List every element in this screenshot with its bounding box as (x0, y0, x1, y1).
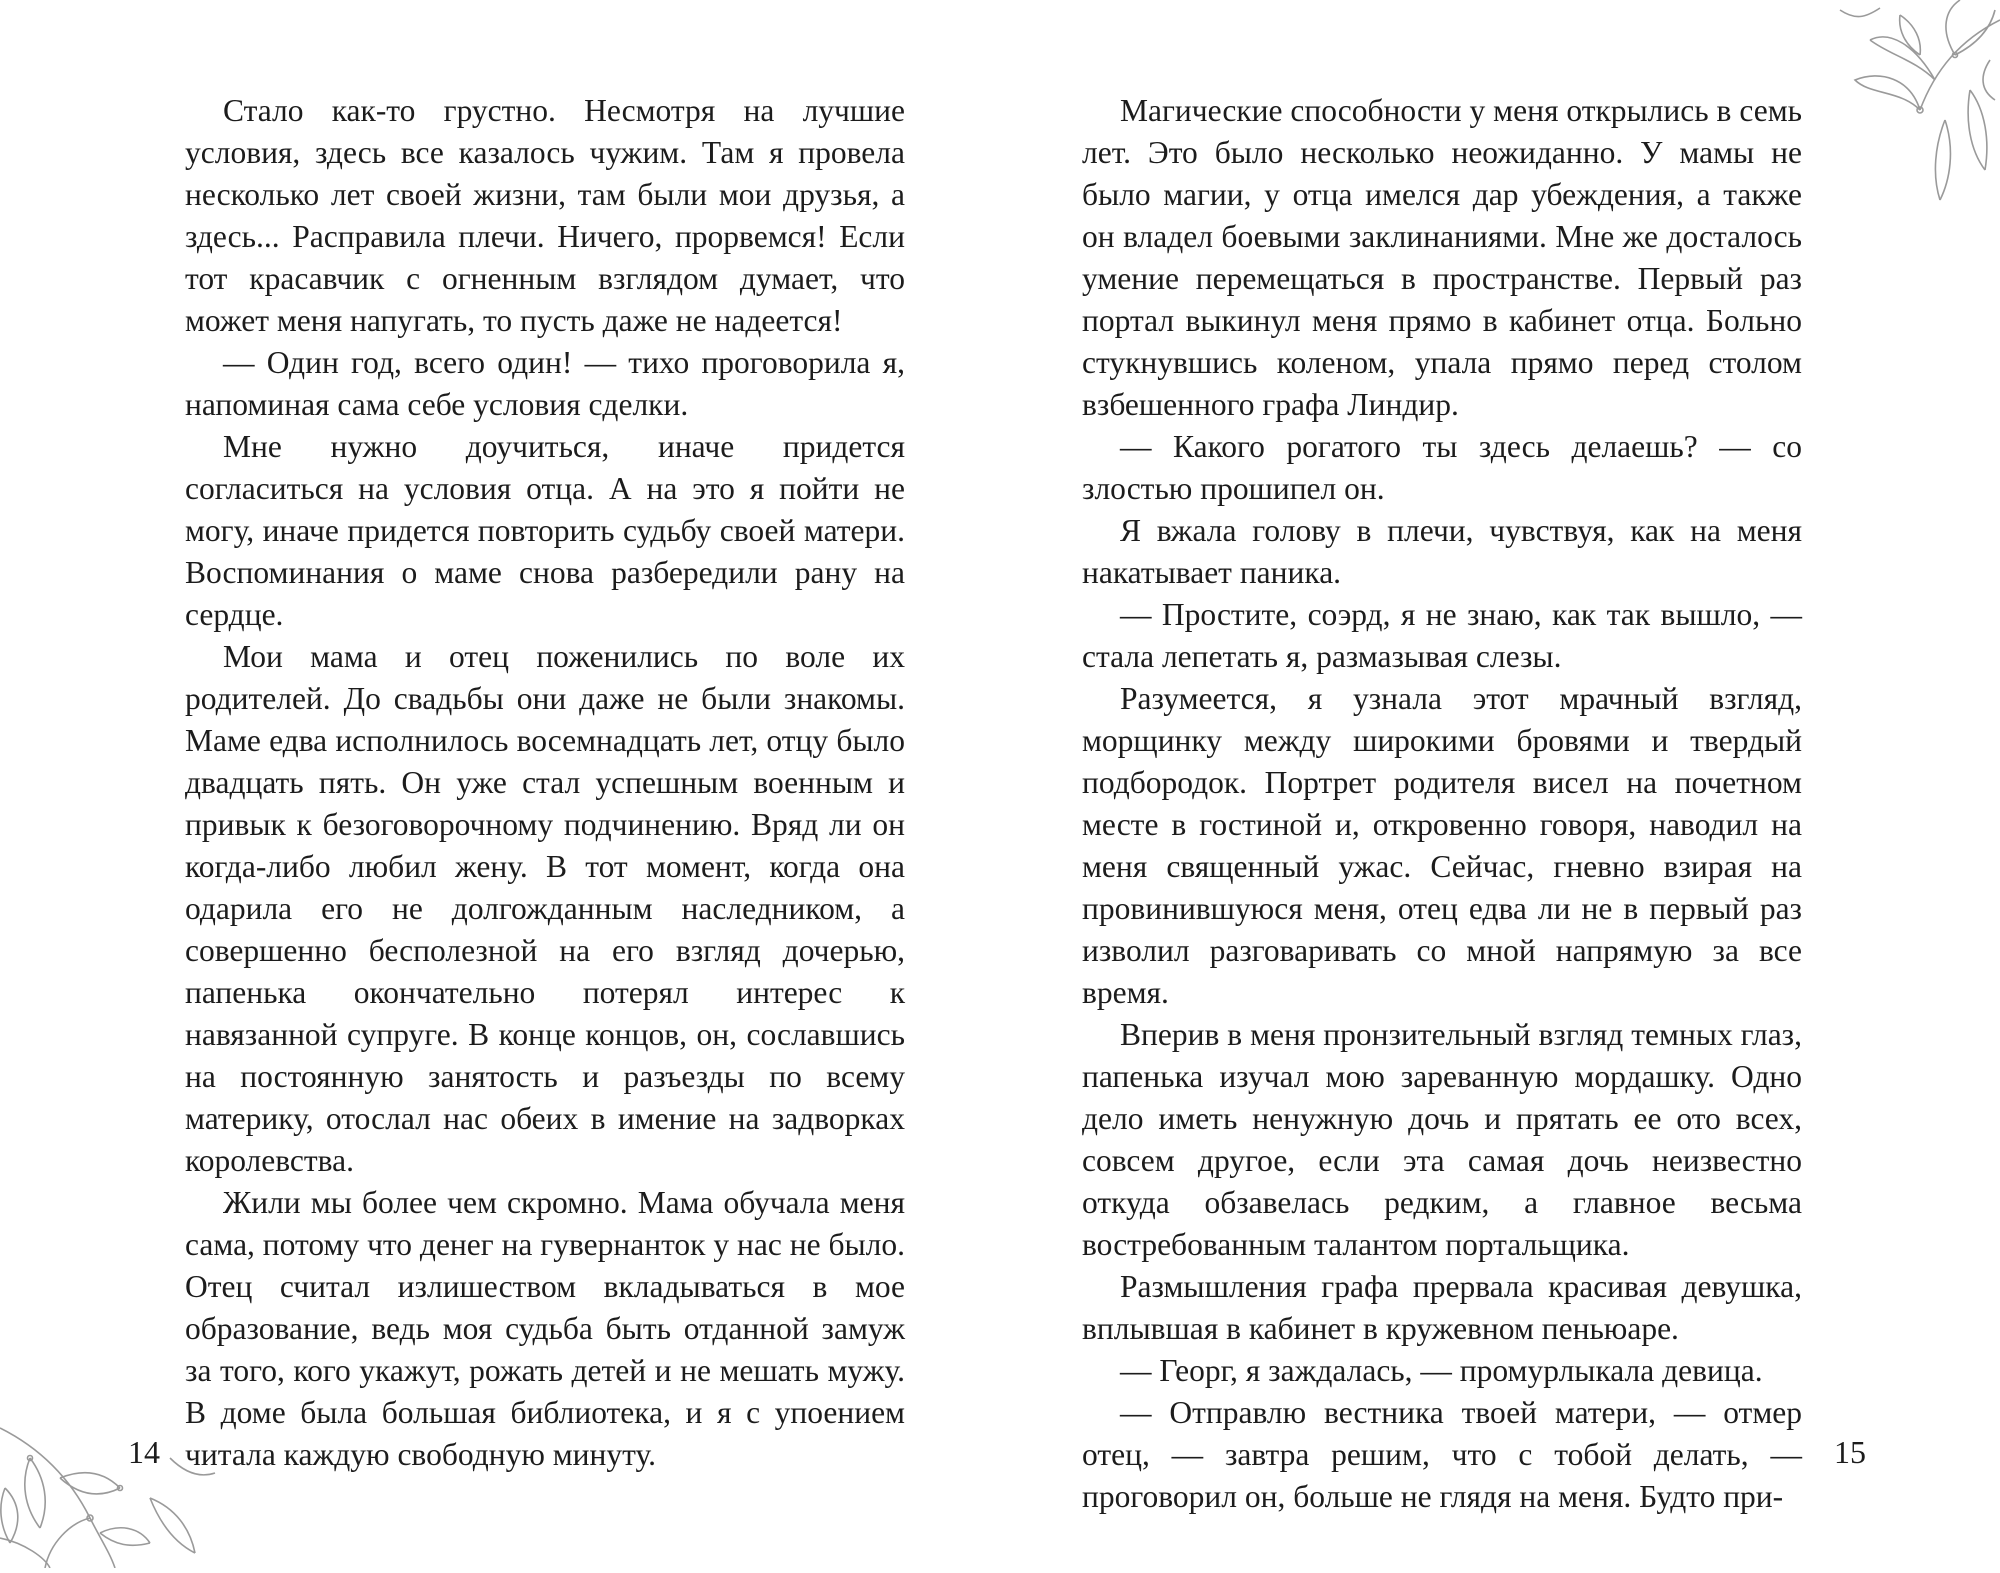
paragraph: Я вжала голову в плечи, чувствуя, как на меня накатывает паника. (1082, 513, 1802, 590)
paragraph: — Какого рогатого ты здесь делаешь? — со злостью прошипел он. (1082, 429, 1802, 506)
right-page (1082, 90, 1802, 1518)
paragraph: — Простите, соэрд, я не знаю, как так вышло, — стала лепетать я, размазывая слезы. (1082, 597, 1802, 674)
paragraph: Мне нужно доучиться, иначе придется согласиться на условия отца. А на это я пойти не могу, иначе придется повторить судьбу своей матери. Воспоминания о маме снова разбередили рану на сердце. (185, 429, 905, 632)
paragraph: Жили мы более чем скромно. Мама обучала меня сама, потому что денег на гувернанток у нас не было. Отец считал излишеством вкладываться в мое образование, ведь моя судьба быть отданной замуж за того, кого укажут, рожать детей и не мешать мужу. В доме была большая библиотека, и я с упоением читала каждую свободную минуту. (185, 1185, 905, 1472)
paragraph: Магические способности у меня открылись в семь лет. Это было несколько неожиданно. У мамы не было магии, у отца имелся дар убеждения, а также он владел боевыми заклинаниями. Мне же досталось умение перемещаться в пространстве. Первый раз портал выкинул меня прямо в кабинет отца. Больно стукнувшись коленом, упала прямо перед столом взбешенного графа Линдир. (1082, 93, 1802, 422)
page-number: 15 (1834, 1434, 1866, 1470)
paragraph: — Отправлю вестника твоей матери, — отмер отец, — завтра решим, что с тобой делать, — проговорил он, больше не глядя на меня. Будто при- (1082, 1395, 1802, 1514)
paragraph: Вперив в меня пронзительный взгляд темных глаз, папенька изучал мою зареванную мордашку. Одно дело иметь ненужную дочь и прятать ее ото всех, совсем другое, если эта самая дочь неизвестно откуда обзавелась редким, а главное весьма востребованным талантом портальщика. (1082, 1017, 1802, 1262)
paragraph: — Один год, всего один! — тихо проговорила я, напоминая сама себе условия сделки. (185, 345, 905, 422)
paragraph: Мои мама и отец поженились по воле их родителей. До свадьбы они даже не были знакомы. Маме едва исполнилось восемнадцать лет, отцу было двадцать пять. Он уже стал успешным военным и привык к безоговорочному подчинению. Вряд ли он когда-либо любил жену. В тот момент, когда она одарила его не долгожданным наследником, а совершенно бесполезной на его взгляд дочерью, папенька окончательно потерял интерес к навязанной супруге. В конце концов, он, сославшись на постоянную занятость и разъезды по всему материку, отослал нас обеих в имение на задворках королевства. (185, 639, 905, 1178)
paragraph: Размышления графа прервала красивая девушка, вплывшая в кабинет в кружевном пеньюаре. (1082, 1269, 1802, 1346)
paragraph: — Георг, я заждалась, — промурлыкала девица. (1120, 1353, 1763, 1388)
paragraph: Стало как-то грустно. Несмотря на лучшие условия, здесь все казалось чужим. Там я провела несколько лет своей жизни, там были мои друзья, а здесь... Расправила плечи. Ничего, прорвемся! Если тот красавчик с огненным взглядом думает, что может меня напугать, то пусть даже не надеется! (185, 93, 905, 338)
left-page (185, 90, 905, 1476)
page-number: 14 (128, 1434, 160, 1470)
paragraph: Разумеется, я узнала этот мрачный взгляд, морщинку между широкими бровями и твердый подбородок. Портрет родителя висел на почетном месте в гостиной и, откровенно говоря, наводил на меня священный ужас. Сейчас, гневно взирая на провинившуюся меня, отец едва ли не в первый раз изволил разговаривать со мной напрямую за все время. (1082, 681, 1802, 1010)
